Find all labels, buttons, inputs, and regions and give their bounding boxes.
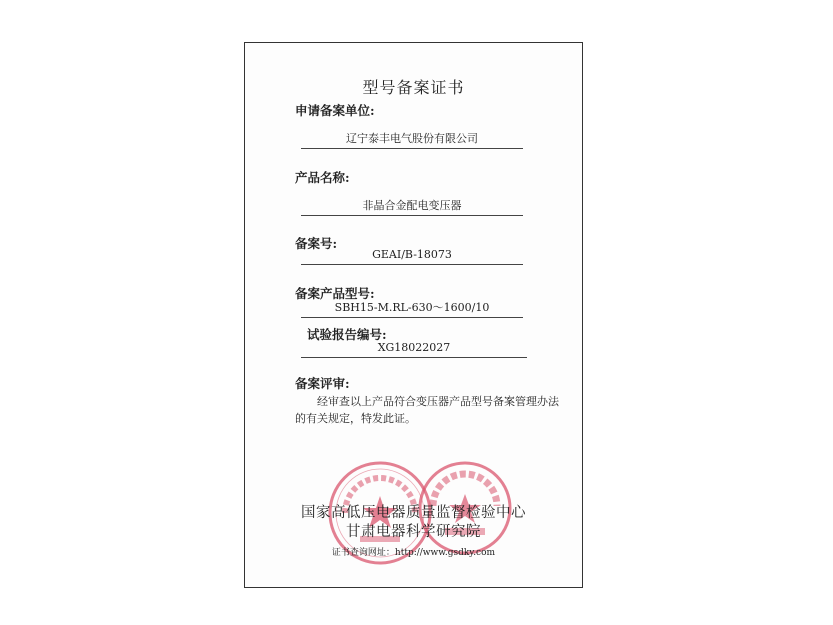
applicant-label: 申请备案单位: (295, 103, 375, 118)
product-model-label: 备案产品型号: (295, 286, 375, 301)
test-report-label: 试验报告编号: (307, 327, 387, 342)
query-url: 证书查询网址：http://www.gsdky.com (331, 548, 496, 558)
review-text-line1: 经审查以上产品符合变压器产品型号备案管理办法 (317, 395, 559, 408)
issuer-name-line2: 甘肃电器科学研究院 (346, 524, 481, 540)
test-report-value: XG18022027 (301, 339, 527, 358)
review-text-line2: 的有关规定，特发此证。 (295, 412, 416, 425)
record-number-label: 备案号: (295, 236, 338, 251)
review-label: 备案评审: (295, 376, 350, 391)
certificate-title: 型号备案证书 (362, 78, 465, 97)
record-number-value: GEAI/B-18073 (301, 246, 523, 265)
product-name-label: 产品名称: (295, 170, 350, 185)
applicant-value: 辽宁泰丰电气股份有限公司 (301, 130, 523, 149)
product-name-value: 非晶合金配电变压器 (301, 197, 523, 216)
product-model-value: SBH15-M.RL-630～1600/10 (301, 299, 523, 318)
issuer-name-line1: 国家高低压电器质量监督检验中心 (301, 505, 526, 521)
certificate-page (244, 42, 583, 588)
